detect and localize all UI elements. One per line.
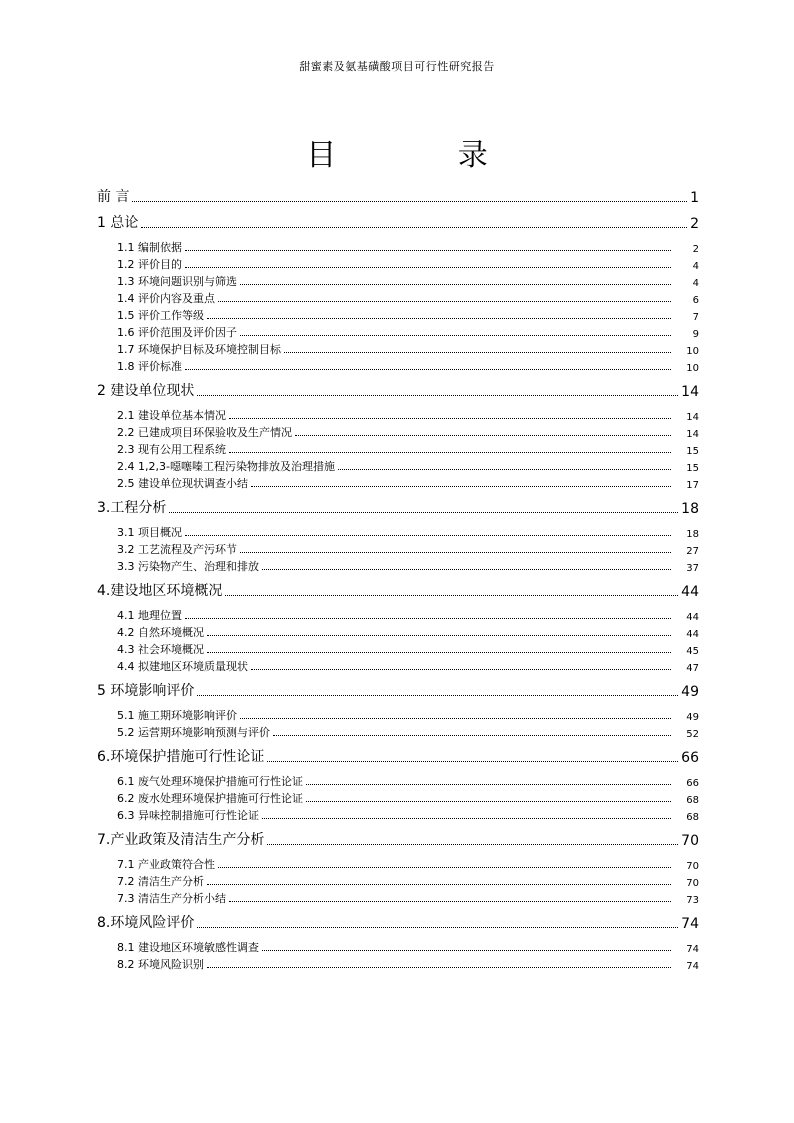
toc-section — [97, 440, 699, 457]
dot-leader — [240, 551, 671, 553]
toc-entry-label: 7.1 产业政策符合性 — [117, 858, 215, 871]
dot-leader — [295, 434, 671, 436]
dot-leader — [267, 843, 678, 845]
dot-leader — [267, 760, 678, 762]
toc-entry-label: 6.1 废气处理环境保护措施可行性论证 — [117, 775, 303, 788]
toc-page-number: 73 — [686, 895, 699, 906]
toc-page-number: 70 — [681, 833, 699, 849]
toc-page-number: 74 — [686, 961, 699, 972]
toc-entry-label: 8.环境风险评价 — [97, 915, 195, 931]
dot-leader — [225, 594, 678, 596]
toc-section — [97, 855, 699, 872]
toc-section — [97, 540, 699, 557]
toc-chapter — [97, 827, 699, 849]
toc-entry-label: 4.3 社会环境概况 — [117, 643, 204, 656]
dot-leader — [273, 734, 671, 736]
toc-entry-label: 6.2 废水处理环境保护措施可行性论证 — [117, 792, 303, 805]
toc-entry-label: 1.7 环境保护目标及环境控制目标 — [117, 343, 281, 356]
toc-entry-label: 4.4 拟建地区环境质量现状 — [117, 660, 248, 673]
toc-section — [97, 806, 699, 823]
toc-entry-label: 3.3 污染物产生、治理和排放 — [117, 560, 259, 573]
toc-page-number: 49 — [681, 684, 699, 700]
toc-page-number: 47 — [686, 663, 699, 674]
toc-entry-label: 1.3 环境问题识别与筛选 — [117, 275, 237, 288]
dot-leader — [262, 949, 671, 951]
toc-section — [97, 557, 699, 574]
toc-section — [97, 457, 699, 474]
toc-page-number: 9 — [692, 329, 699, 340]
toc-entry-label: 3.2 工艺流程及产污环节 — [117, 543, 237, 556]
toc-entry-label: 2.5 建设单位现状调查小结 — [117, 477, 248, 490]
toc-section — [97, 340, 699, 357]
toc-page-number: 2 — [690, 216, 699, 232]
table-of-contents — [97, 180, 699, 972]
dot-leader — [284, 351, 671, 353]
dot-leader — [262, 817, 671, 819]
toc-chapter — [97, 210, 699, 232]
toc-section — [97, 255, 699, 272]
toc-section — [97, 657, 699, 674]
toc-page-number: 1 — [690, 190, 699, 206]
toc-chapter — [97, 184, 699, 206]
toc-section — [97, 872, 699, 889]
toc-section — [97, 289, 699, 306]
toc-page-number: 68 — [686, 812, 699, 823]
toc-page-number: 74 — [681, 916, 699, 932]
dot-leader — [207, 651, 671, 653]
dot-leader — [240, 334, 671, 336]
toc-page-number: 17 — [686, 480, 699, 491]
dot-leader — [207, 966, 671, 968]
toc-entry-label: 4.2 自然环境概况 — [117, 626, 204, 639]
toc-page-number: 15 — [686, 446, 699, 457]
dot-leader — [229, 417, 671, 419]
toc-page-number: 7 — [692, 312, 699, 323]
toc-page-number: 37 — [686, 563, 699, 574]
dot-leader — [240, 283, 671, 285]
dot-leader — [262, 568, 671, 570]
toc-entry-label: 5.2 运营期环境影响预测与评价 — [117, 726, 270, 739]
toc-page-number: 52 — [686, 729, 699, 740]
toc-page-number: 15 — [686, 463, 699, 474]
dot-leader — [185, 534, 671, 536]
toc-entry-label: 4.建设地区环境概况 — [97, 583, 223, 599]
toc-entry-label: 5 环境影响评价 — [97, 683, 195, 699]
toc-entry-label: 1 总论 — [97, 215, 139, 231]
toc-chapter — [97, 578, 699, 600]
toc-page-number: 49 — [686, 712, 699, 723]
toc-entry-label: 1.2 评价目的 — [117, 258, 182, 271]
toc-section — [97, 357, 699, 374]
toc-page-number: 18 — [681, 501, 699, 517]
toc-page-number: 10 — [686, 363, 699, 374]
toc-entry-label: 1.8 评价标准 — [117, 360, 182, 373]
toc-entry-label: 4.1 地理位置 — [117, 609, 182, 622]
dot-leader — [197, 926, 678, 928]
toc-page-number: 6 — [692, 295, 699, 306]
toc-section — [97, 323, 699, 340]
toc-section — [97, 889, 699, 906]
toc-page-number: 70 — [686, 878, 699, 889]
dot-leader — [185, 368, 671, 370]
toc-section — [97, 789, 699, 806]
dot-leader — [240, 717, 671, 719]
toc-chapter — [97, 910, 699, 932]
dot-leader — [132, 200, 687, 202]
toc-entry-label: 3.1 项目概况 — [117, 526, 182, 539]
toc-entry-label: 7.3 清洁生产分析小结 — [117, 892, 226, 905]
dot-leader — [207, 883, 671, 885]
toc-entry-label: 1.4 评价内容及重点 — [117, 292, 215, 305]
toc-entry-label: 7.2 清洁生产分析 — [117, 875, 204, 888]
toc-section — [97, 474, 699, 491]
toc-page-number: 4 — [692, 261, 699, 272]
dot-leader — [218, 866, 671, 868]
toc-entry-label: 2 建设单位现状 — [97, 383, 195, 399]
toc-section — [97, 938, 699, 955]
toc-page-number: 66 — [681, 750, 699, 766]
dot-leader — [197, 694, 678, 696]
toc-entry-label: 前 言 — [97, 189, 130, 205]
toc-page-number: 14 — [681, 384, 699, 400]
dot-leader — [197, 394, 678, 396]
dot-leader — [185, 266, 671, 268]
toc-section — [97, 272, 699, 289]
dot-leader — [251, 485, 671, 487]
toc-entry-label: 7.产业政策及清洁生产分析 — [97, 832, 265, 848]
dot-leader — [185, 249, 671, 251]
running-header: 甜蜜素及氨基磺酸项目可行性研究报告 — [299, 60, 495, 73]
toc-page-number: 18 — [686, 529, 699, 540]
dot-leader — [169, 511, 678, 513]
toc-entry-label: 3.工程分析 — [97, 500, 167, 516]
toc-section — [97, 772, 699, 789]
toc-page-number: 45 — [686, 646, 699, 657]
dot-leader — [141, 226, 687, 228]
toc-entry-label: 5.1 施工期环境影响评价 — [117, 709, 237, 722]
toc-section — [97, 306, 699, 323]
toc-section — [97, 623, 699, 640]
toc-entry-label: 6.3 异味控制措施可行性论证 — [117, 809, 259, 822]
toc-entry-label: 2.2 已建成项目环保验收及生产情况 — [117, 426, 292, 439]
toc-entry-label: 2.4 1,2,3-噁噻嗪工程污染物排放及治理措施 — [117, 460, 335, 473]
toc-entry-label: 6.环境保护措施可行性论证 — [97, 749, 265, 765]
toc-page-number: 14 — [686, 429, 699, 440]
toc-page-number: 14 — [686, 412, 699, 423]
toc-page-number: 74 — [686, 944, 699, 955]
dot-leader — [306, 800, 671, 802]
toc-page-number: 44 — [681, 584, 699, 600]
toc-section — [97, 723, 699, 740]
toc-section — [97, 606, 699, 623]
dot-leader — [338, 468, 671, 470]
toc-entry-label: 2.3 现有公用工程系统 — [117, 443, 226, 456]
toc-chapter — [97, 678, 699, 700]
dot-leader — [229, 900, 671, 902]
toc-section — [97, 706, 699, 723]
dot-leader — [207, 634, 671, 636]
toc-page-number: 27 — [686, 546, 699, 557]
toc-chapter — [97, 495, 699, 517]
toc-page-number: 44 — [686, 612, 699, 623]
dot-leader — [207, 317, 671, 319]
dot-leader — [251, 668, 671, 670]
toc-entry-label: 1.1 编制依据 — [117, 241, 182, 254]
dot-leader — [218, 300, 671, 302]
toc-section — [97, 523, 699, 540]
toc-entry-label: 8.2 环境风险识别 — [117, 958, 204, 971]
toc-section — [97, 640, 699, 657]
toc-section — [97, 238, 699, 255]
toc-chapter — [97, 744, 699, 766]
toc-title: 目 录 — [306, 138, 544, 173]
toc-page-number: 70 — [686, 861, 699, 872]
toc-page-number: 68 — [686, 795, 699, 806]
toc-page-number: 66 — [686, 778, 699, 789]
toc-entry-label: 8.1 建设地区环境敏感性调查 — [117, 941, 259, 954]
toc-chapter — [97, 378, 699, 400]
toc-section — [97, 423, 699, 440]
toc-entry-label: 1.6 评价范围及评价因子 — [117, 326, 237, 339]
toc-entry-label: 2.1 建设单位基本情况 — [117, 409, 226, 422]
toc-section — [97, 406, 699, 423]
toc-page-number: 4 — [692, 278, 699, 289]
dot-leader — [185, 617, 671, 619]
toc-page-number: 44 — [686, 629, 699, 640]
toc-entry-label: 1.5 评价工作等级 — [117, 309, 204, 322]
dot-leader — [306, 783, 671, 785]
toc-page-number: 2 — [692, 244, 699, 255]
toc-page-number: 10 — [686, 346, 699, 357]
dot-leader — [229, 451, 671, 453]
toc-section — [97, 955, 699, 972]
